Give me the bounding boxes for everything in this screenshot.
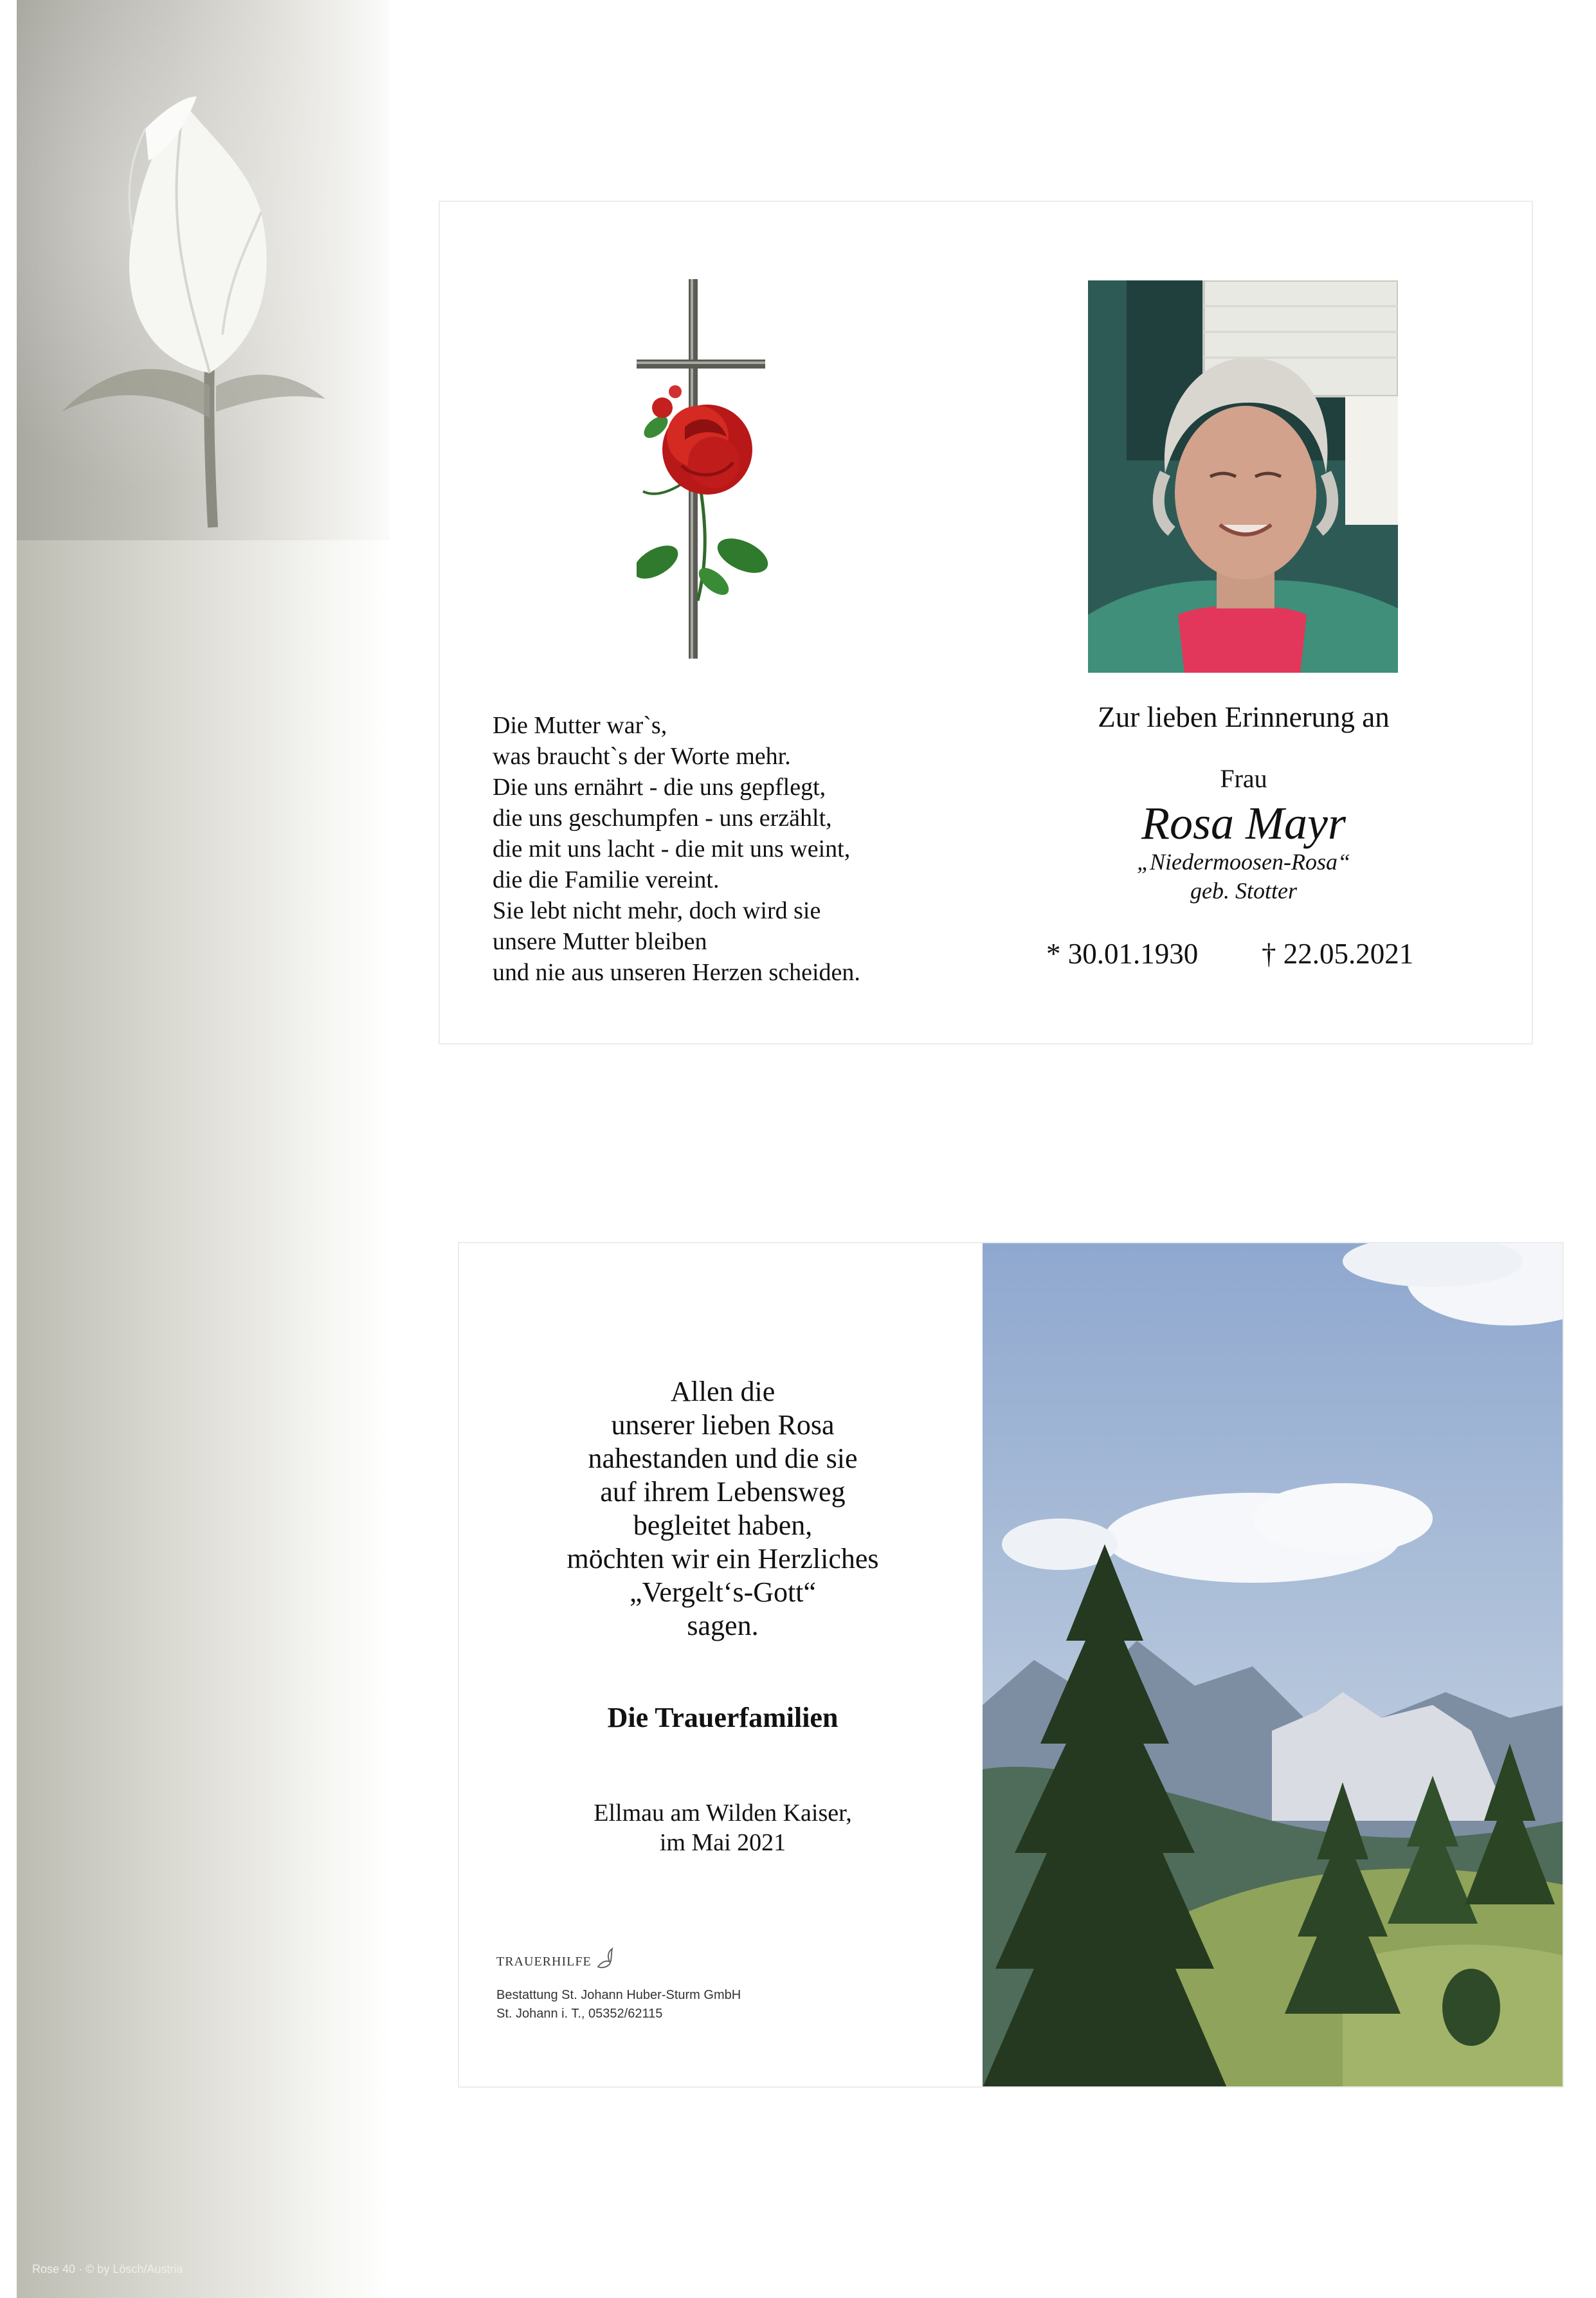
maiden-name: geb. Stotter <box>1190 878 1297 904</box>
thanks-line: begleitet haben, <box>633 1509 813 1541</box>
poem-line: die die Familie vereint. <box>493 866 720 893</box>
image-credit: Rose 40 · © by Lösch/Austria <box>32 2263 183 2275</box>
deceased-name: Rosa Mayr <box>1141 798 1346 849</box>
poem-line: Die Mutter war`s, <box>493 712 667 739</box>
thank-you-card <box>458 1242 1564 2088</box>
thanks-line: möchten wir ein Herzliches <box>567 1543 879 1574</box>
thanks-line: Allen die <box>670 1376 775 1407</box>
trauerhilfe-logo <box>496 1947 615 1969</box>
memorial-card-front <box>439 201 1533 1044</box>
cross-with-red-rose-icon <box>637 279 830 665</box>
thanks-line: sagen. <box>687 1610 759 1641</box>
poem-line: Sie lebt nicht mehr, doch wird sie <box>493 897 821 924</box>
poem-line: die uns geschumpfen - uns erzählt, <box>493 805 832 832</box>
death-date: † 22.05.2021 <box>1262 938 1414 970</box>
poem-line: Die uns ernährt - die uns gepflegt, <box>493 774 826 801</box>
place-date <box>517 1798 929 1857</box>
undertaker-contact: St. Johann i. T., 05352/62115 <box>496 2007 663 2021</box>
poem-line: was braucht`s der Worte mehr. <box>493 743 791 770</box>
thanks-line: unserer lieben Rosa <box>611 1409 835 1441</box>
portrait-photo <box>1088 280 1398 673</box>
birth-date: * 30.01.1930 <box>1046 938 1199 970</box>
memorial-poem <box>493 710 981 988</box>
mountain-forest-landscape <box>983 1242 1564 2088</box>
dove-icon <box>595 1947 615 1969</box>
nickname: „Niedermoosen-Rosa“ <box>1137 849 1350 875</box>
salutation: Frau <box>1220 764 1267 793</box>
thanks-line: „Vergelt‘s-Gott“ <box>630 1576 816 1608</box>
thank-you-text <box>517 1375 929 1643</box>
undertaker-name: Bestattung St. Johann Huber-Sturm GmbH <box>496 1988 741 2002</box>
undertaker-info <box>496 1986 741 2023</box>
place-line: Ellmau am Wilden Kaiser, <box>594 1800 852 1827</box>
poem-line: die mit uns lacht - die mit uns weint, <box>493 835 851 862</box>
thanks-line: auf ihrem Lebensweg <box>600 1476 846 1508</box>
logo-text: TRAUERHILFE <box>496 1955 592 1969</box>
signature: Die Trauerfamilien <box>607 1702 839 1733</box>
poem-line: unsere Mutter bleiben <box>493 928 707 955</box>
date-line: im Mai 2021 <box>659 1829 786 1856</box>
decorative-side-strip <box>17 0 390 2298</box>
memory-heading: Zur lieben Erinnerung an <box>1098 701 1390 733</box>
thanks-line: nahestanden und die sie <box>588 1443 858 1474</box>
white-rose-icon <box>17 0 390 540</box>
poem-line: und nie aus unseren Herzen scheiden. <box>493 959 860 986</box>
